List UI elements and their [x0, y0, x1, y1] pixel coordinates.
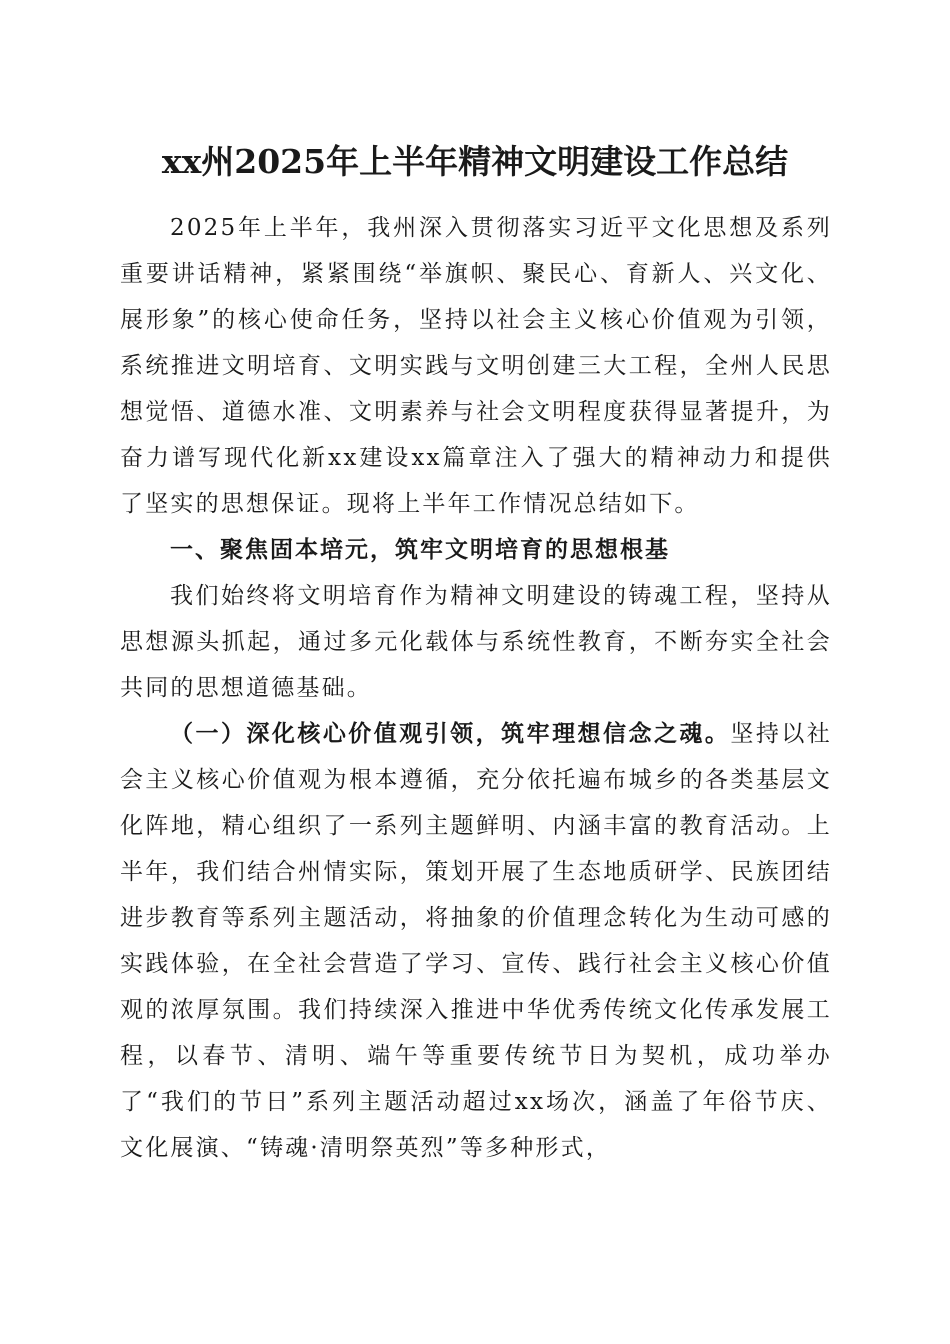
section-heading: 一、聚焦固本培元，筑牢文明培育的思想根基: [170, 537, 670, 563]
intro-paragraph: 2025年上半年，我州深入贯彻落实习近平文化思想及系列重要讲话精神，紧紧围绕“举旗帜、聚民心、育新人、兴文化、展形象”的核心使命任务，坚持以社会主义核心价值观为引领，系统推进文明培育、文明实践与文明创建三大工程，全州人民思想觉悟、道德水准、文明素养与社会文明程度获得显著提升，为奋力谱写现代化新xx建设xx篇章注入了强大的精神动力和提供了坚实的思想保证。现将上半年工作情况总结如下。: [120, 215, 832, 517]
subsection-heading: （一）深化核心价值观引领，筑牢理想信念之魂。: [170, 720, 731, 747]
document-title: xx州2025年上半年精神文明建设工作总结: [161, 142, 789, 181]
section-lead-paragraph: 我们始终将文明培育作为精神文明建设的铸魂工程，坚持从思想源头抓起，通过多元化载体与系统性教育，不断夯实全社会共同的思想道德基础。: [120, 583, 832, 701]
subsection-paragraph: [120, 711, 832, 1171]
document-body: [120, 205, 832, 1171]
subsection-text: 坚持以社会主义核心价值观为根本遵循，充分依托遍布城乡的各类基层文化阵地，精心组织了一系列主题鲜明、内涵丰富的教育活动。上半年，我们结合州情实际，策划开展了生态地质研学、民族团结进步教育等系列主题活动，将抽象的价值理念转化为生动可感的实践体验，在全社会营造了学习、宣传、践行社会主义核心价值观的浓厚氛围。我们持续深入推进中华优秀传统文化传承发展工程，以春节、清明、端午等重要传统节日为契机，成功举办了“我们的节日”系列主题活动超过xx场次，涵盖了年俗节庆、文化展演、“铸魂·清明祭英烈”等多种形式，: [120, 721, 832, 1161]
